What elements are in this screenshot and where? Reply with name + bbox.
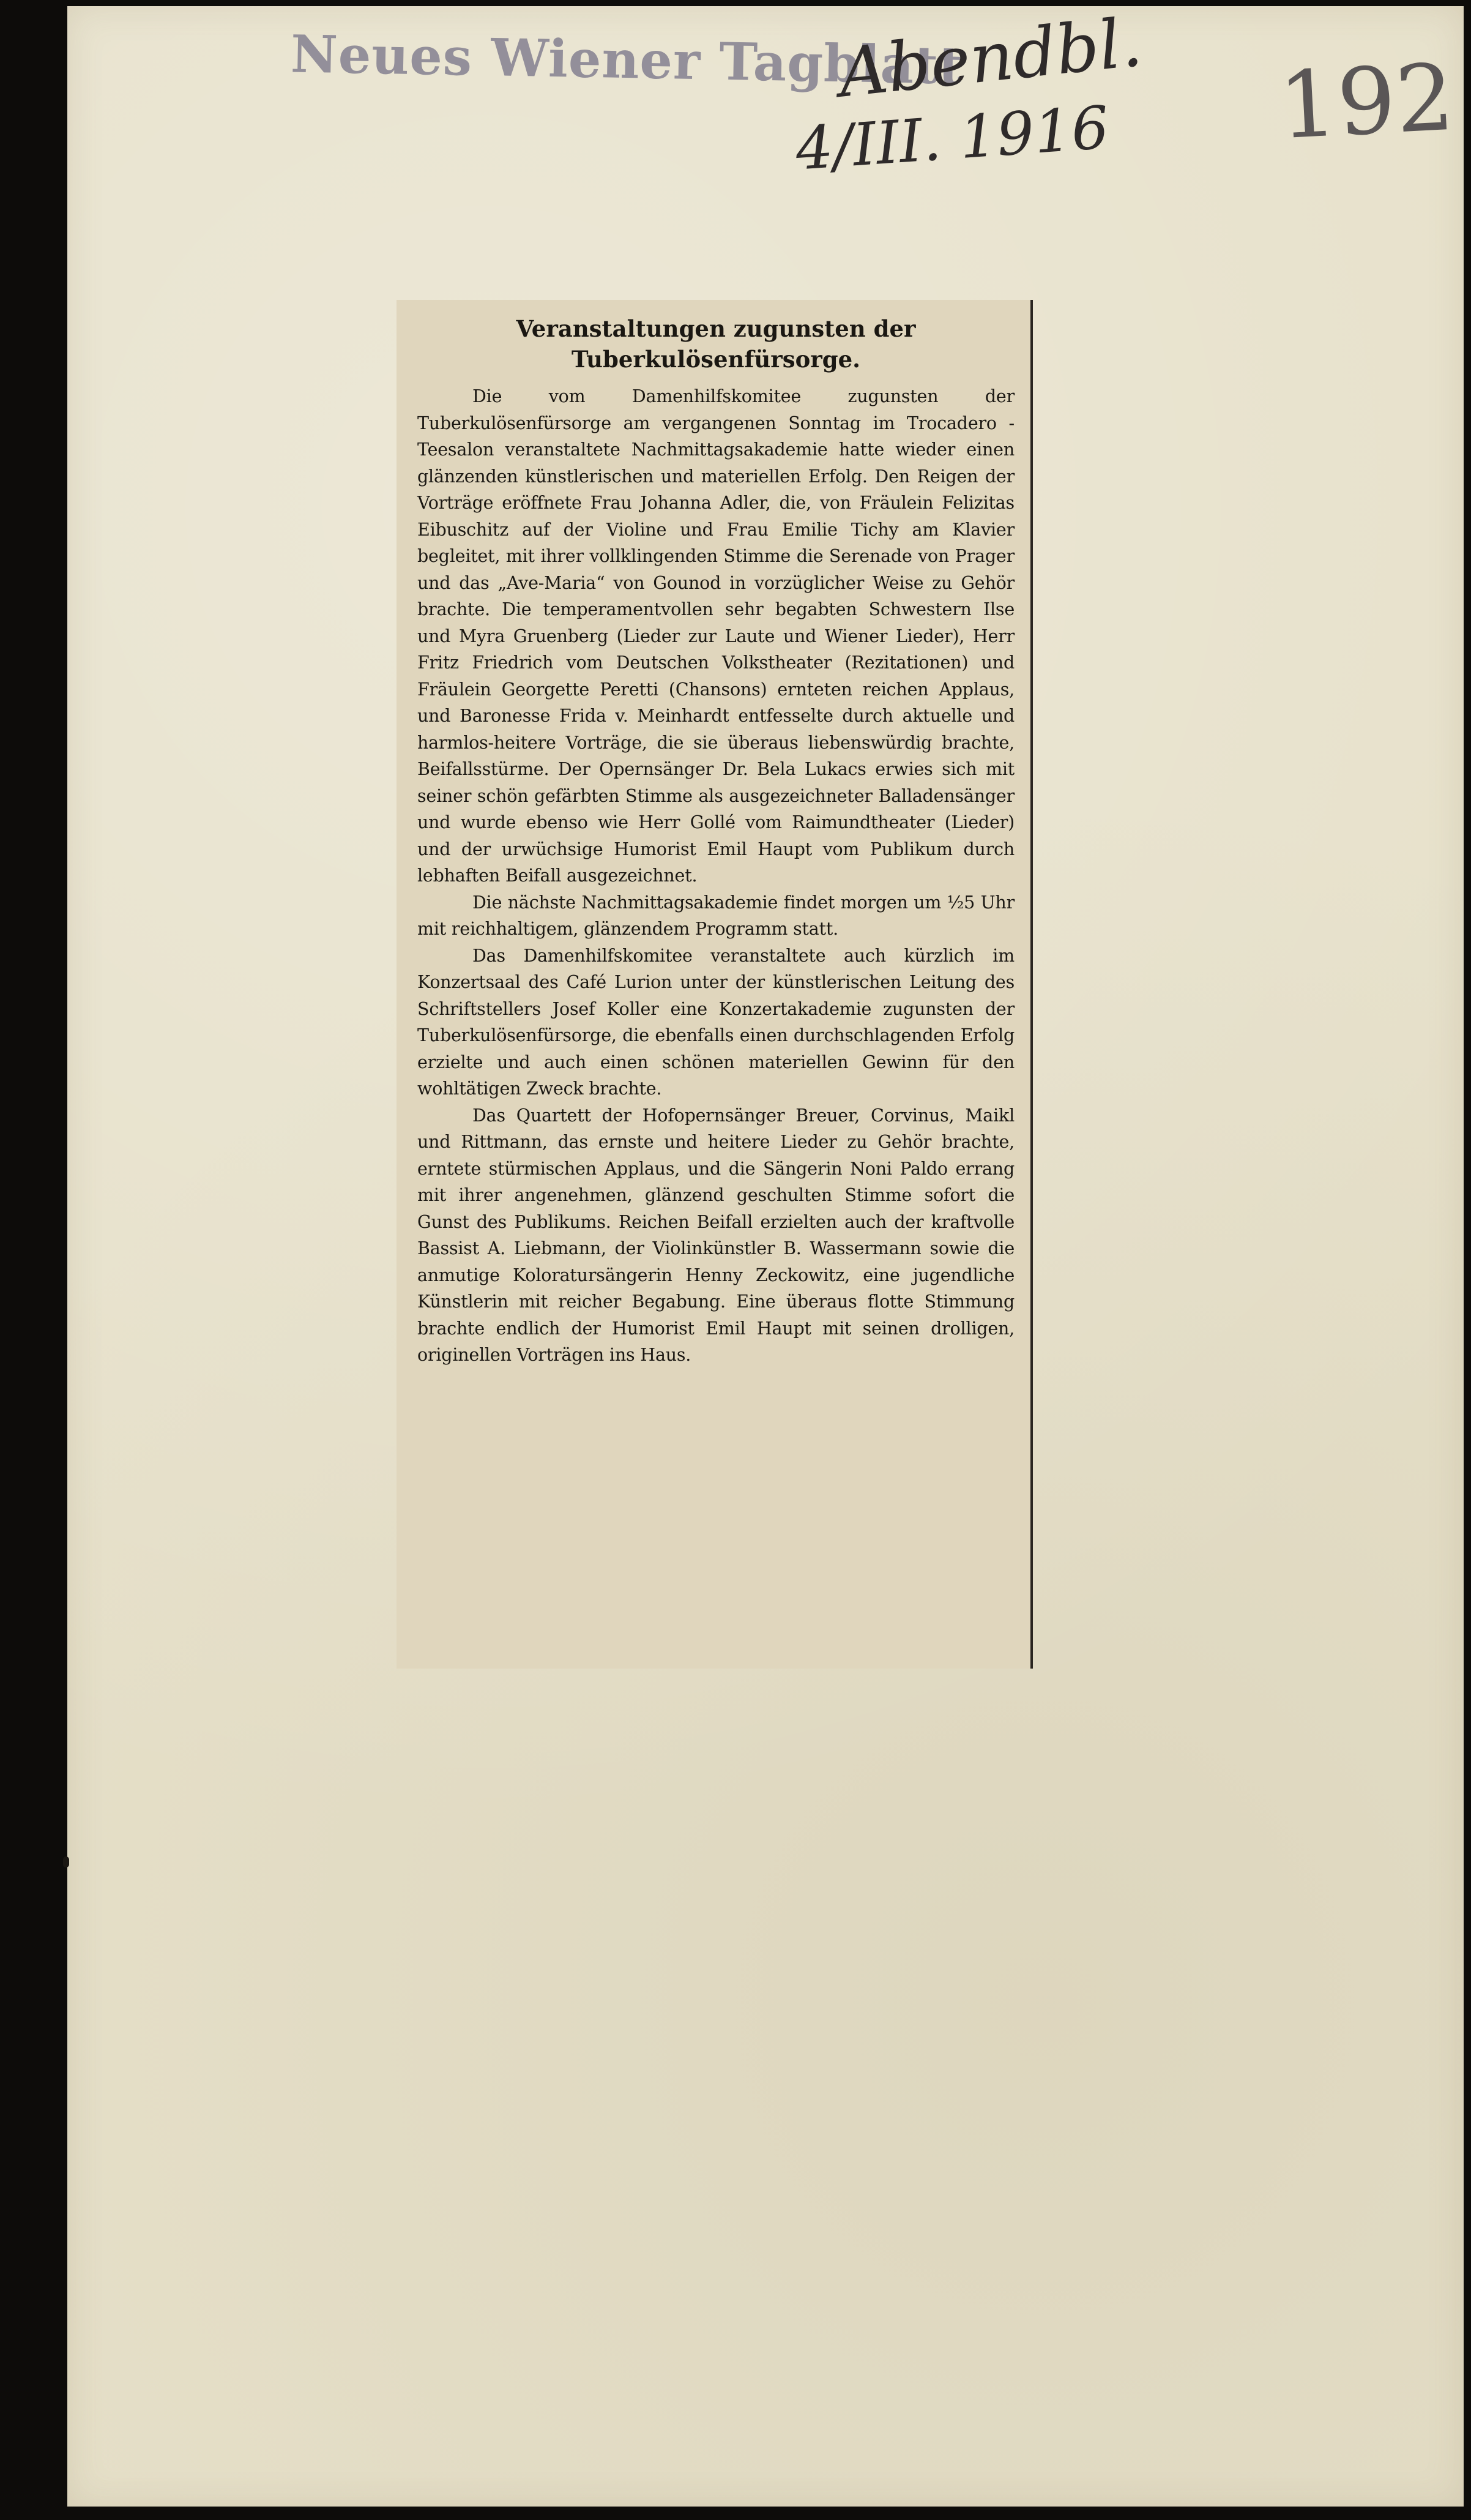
punch-hole-mark — [63, 1856, 69, 1868]
handwritten-date: 4/III. 1916 — [793, 93, 1111, 184]
newspaper-stamp: Neues Wiener Tagblatt — [290, 23, 964, 96]
handwritten-archive-number: 192 — [1276, 44, 1457, 160]
article-paragraph: Das Damenhilfskomitee veranstaltete auch kürzlich im Konzertsaal des Café Lurion unter der künstlerischen Leitung des Schriftstellers Josef Koller eine Konzertakademie zugunsten der Tuberkulösenfürsorge, die ebenfalls einen durchschlagenden Erfolg erzielte und auch einen schönen materiellen Gewinn für den wohltätigen Zweck brachte. — [417, 945, 1015, 1099]
article-headline: Veranstaltungen zugunsten der Tuberkulösenfürsorge. — [516, 315, 916, 373]
article-paragraph: Die nächste Nachmittagsakademie findet morgen um ½5 Uhr mit reichhaltigem, glänzendem Programm statt. — [417, 892, 1015, 939]
article-paragraph: Die vom Damenhilfskomitee zugunsten der Tuberkulösenfürsorge am vergangenen Sonntag im Trocadero - Teesalon veranstaltete Nachmittagsakademie hatte wieder einen glänzenden künstlerischen und materiellen Erfolg. Den Reigen der Vorträge eröffnete Frau Johanna Adler, die, von Fräulein Felizitas Eibuschitz auf der Violine und Frau Emilie Tichy am Klavier begleitet, mit ihrer vollklingenden Stimme die Serenade von Prager und das „Ave-Maria“ von Gounod in vorzüglicher Weise zu Gehör brachte. Die temperamentvollen sehr begabten Schwestern Ilse und Myra Gruenberg (Lieder zur Laute und Wiener Lieder), Herr Fritz Friedrich vom Deutschen Volkstheater (Rezitationen) und Fräulein Georgette Peretti (Chansons) ernteten reichen Applaus, und Baronesse Frida v. Meinhardt entfesselte durch aktuelle und harmlos-heitere Vorträge, die sie überaus liebenswürdig brachte, Beifallsstürme. Der Opernsänger Dr. Bela Lukacs erwies sich mit seiner schön gefärbten Stimme als ausgezeichneter Balladensänger und wurde ebenso wie Herr Gollé vom Raimundtheater (Lieder) und der urwüchsige Humorist Emil Haupt vom Publikum durch lebhaften Beifall ausgezeichnet. — [417, 386, 1015, 886]
article-paragraph: Das Quartett der Hofopernsänger Breuer, Corvinus, Maikl und Rittmann, das ernste und heitere Lieder zu Gehör brachte, erntete stürmischen Applaus, und die Sängerin Noni Paldo errang mit ihrer angenehmen, glänzend geschulten Stimme sofort die Gunst des Publikums. Reichen Beifall erzielten auch der kraftvolle Bassist A. Liebmann, der Violinkünstler B. Wassermann sowie die anmutige Koloratursängerin Henny Zeckowitz, eine jugendliche Künstlerin mit reicher Begabung. Eine überaus flotte Stimmung brachte endlich der Humorist Emil Haupt mit seinen drolligen, originellen Vorträgen ins Haus. — [417, 1105, 1015, 1365]
handwritten-edition-note: Abendbl. — [835, 2, 1146, 113]
newspaper-clipping — [397, 300, 1033, 1669]
